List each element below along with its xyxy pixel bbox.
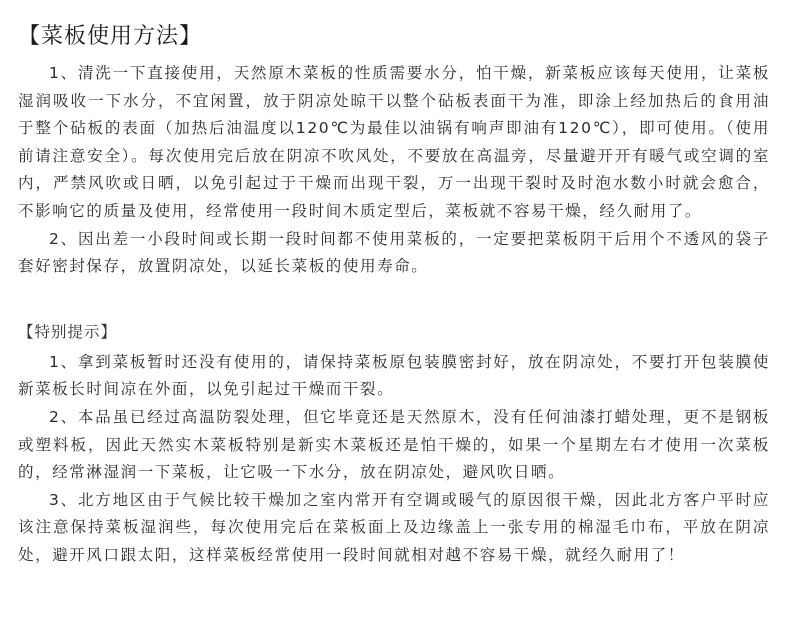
- tips-paragraph-2: 2、本品虽已经过高温防裂处理，但它毕竟还是天然原木，没有任何油漆打蜡处理，更不是钢板或塑料板，因此天然实木菜板特别是新实木菜板还是怕干燥的，如果一个星期左右才使用一次菜板的，经常淋湿润一下菜板，让它吸一下水分，放在阴凉处，避风吹日晒。: [18, 407, 770, 482]
- tips-paragraph-1: 1、拿到菜板暂时还没有使用的，请保持菜板原包装膜密封好，放在阴凉处，不要打开包装膜使新菜板长时间凉在外面，以免引起过干燥而干裂。: [18, 352, 770, 399]
- section-title-tips: 【特别提示】: [18, 322, 118, 341]
- section-spacer: [18, 281, 770, 319]
- usage-paragraph-1: 1、清洗一下直接使用，天然原木菜板的性质需要水分，怕干燥，新菜板应该每天使用，让菜板湿润吸收一下水分，不宜闲置，放于阴凉处晾干以整个砧板表面干为准，即涂上经加热后的食用油于整个砧板的表面（加热后油温度以120℃为最佳以油锅有响声即油有120℃），即可使用。（使用前请注意安全）。每次使用完后放在阴凉不吹风处，不要放在高温旁，尽量避开开有暖气或空调的室内，严禁风吹或日晒，以免引起过于干燥而出现干裂，万一出现干裂时及时泡水数小时就会愈合，不影响它的质量及使用，经常使用一段时间木质定型后，菜板就不容易干燥，经久耐用了。: [18, 64, 770, 220]
- section-title-usage: 【菜板使用方法】: [18, 24, 203, 49]
- usage-paragraph-2: 2、因出差一小段时间或长期一段时间都不使用菜板的，一定要把菜板阴干后用个不透风的袋子套好密封保存，放置阴凉处，以延长菜板的使用寿命。: [18, 229, 770, 276]
- tips-paragraph-3: 3、北方地区由于气候比较干燥加之室内常开有空调或暖气的原因很干燥，因此北方客户平时应该注意保持菜板湿润些，每次使用完后在菜板面上及边缘盖上一张专用的棉湿毛巾布，平放在阴凉处，避开风口跟太阳，这样菜板经常使用一段时间就相对越不容易干燥，就经久耐用了！: [18, 490, 770, 564]
